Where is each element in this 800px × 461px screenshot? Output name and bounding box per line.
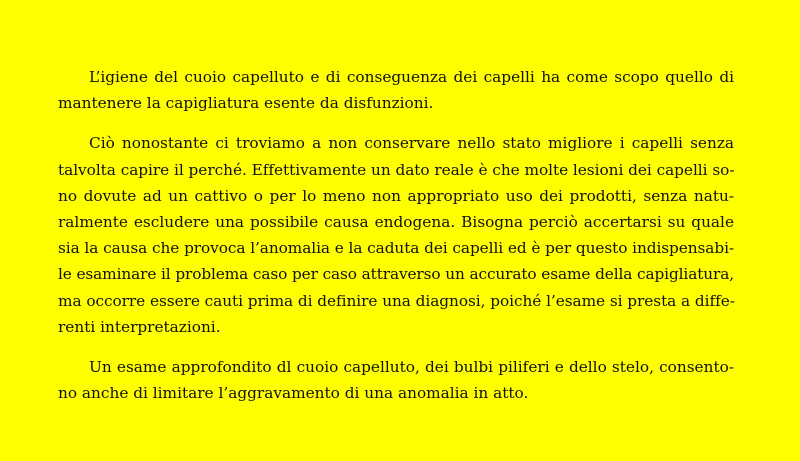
paragraph-2: [58, 130, 734, 340]
text-line: ralmente escludere una possibile causa endogena. Bisogna perciò accertarsi su quale: [58, 212, 734, 231]
text-line: Ciò nonostante ci troviamo a non conservare nello stato migliore i capelli senza: [89, 134, 734, 153]
text-line: le esaminare il problema caso per caso attraverso un accurato esame della capigliatura,: [58, 265, 734, 284]
text-line: L’igiene del cuoio capelluto e di conseguenza dei capelli ha come scopo quello di: [89, 68, 734, 86]
text-line: no anche di limitare l’aggravamento di una anomalia in atto.: [58, 384, 529, 403]
text-line: Un esame approfondito dl cuoio capelluto, dei bulbi piliferi e dello stelo, consento-: [89, 357, 734, 376]
paragraph-3: [58, 354, 734, 406]
text-line: renti interpretazioni.: [58, 317, 221, 336]
text-line: ma occorre essere cauti prima di definire una diagnosi, poiché l’esame si presta a diffe-: [58, 291, 735, 310]
text-line: mantenere la capigliatura esente da disfunzioni.: [58, 94, 434, 113]
text-line: talvolta capire il perché. Effettivamente un dato reale è che molte lesioni dei capelli so-: [58, 160, 735, 179]
paragraph-1: [58, 64, 734, 116]
text-line: sia la causa che provoca l’anomalia e la caduta dei capelli ed è per questo indispensabi-: [58, 239, 734, 258]
text-line: no dovute ad un cattivo o per lo meno non appropriato uso dei prodotti, senza natu-: [58, 186, 734, 205]
